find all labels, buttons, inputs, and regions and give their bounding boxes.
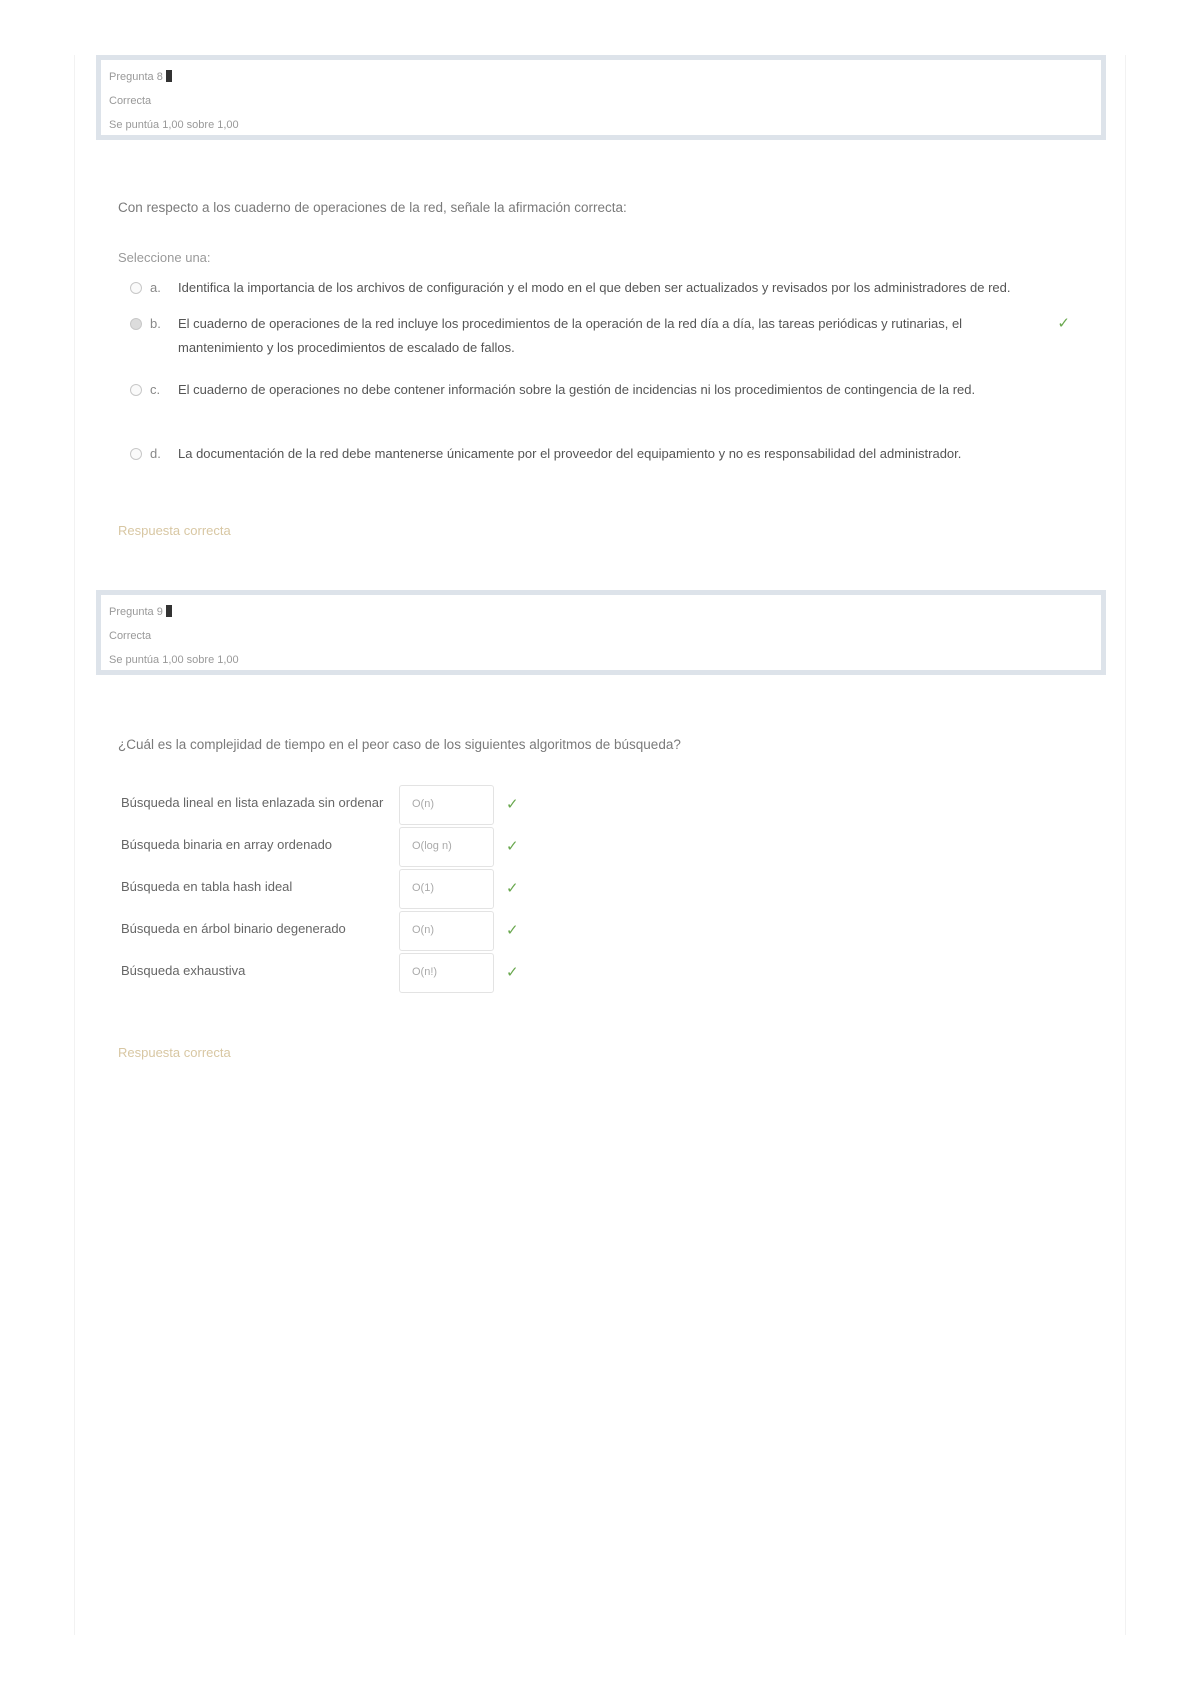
- flag-icon[interactable]: [166, 70, 172, 82]
- option-c[interactable]: [130, 378, 1070, 426]
- option-text: El cuaderno de operaciones no debe contener información sobre la gestión de incidencias ni los procedimientos de contingencia de la red.: [178, 382, 976, 397]
- question-title: Pregunta 8: [109, 71, 163, 83]
- radio-button[interactable]: [130, 384, 142, 396]
- match-row: [121, 827, 521, 869]
- match-row: [121, 911, 521, 953]
- question-info-box: [96, 55, 1106, 140]
- select-label: Seleccione una:: [118, 250, 211, 265]
- answer-select[interactable]: O(1): [399, 869, 494, 909]
- answer-select[interactable]: O(n!): [399, 953, 494, 993]
- match-label: Búsqueda exhaustiva: [121, 963, 246, 978]
- match-row: [121, 869, 521, 911]
- match-label: Búsqueda en árbol binario degenerado: [121, 921, 346, 936]
- option-text: Identifica la importancia de los archivos de configuración y el modo en el que deben ser actualizados y revisados por los administradores de red.: [178, 280, 1011, 295]
- match-label: Búsqueda binaria en array ordenado: [121, 837, 333, 852]
- question-text: ¿Cuál es la complejidad de tiempo en el peor caso de los siguientes algoritmos de búsqueda?: [118, 737, 681, 752]
- check-icon: ✓: [1057, 315, 1070, 332]
- option-text: El cuaderno de operaciones de la red incluye los procedimientos de la operación de la red día a día, las tareas periódicas y rutinarias, el mantenimiento y los procedimientos de escalado de fallos.: [178, 316, 963, 355]
- question-status: Correcta: [109, 630, 152, 642]
- option-text: La documentación de la red debe mantenerse únicamente por el proveedor del equipamiento y no es responsabilidad del administrador.: [178, 446, 962, 461]
- match-label: Búsqueda lineal en lista enlazada sin ordenar: [121, 795, 384, 810]
- option-d[interactable]: [130, 442, 1070, 466]
- flag-icon[interactable]: [166, 605, 172, 617]
- check-icon: ✓: [506, 838, 519, 855]
- check-icon: ✓: [506, 880, 519, 897]
- radio-button[interactable]: [130, 448, 142, 460]
- check-icon: ✓: [506, 964, 519, 981]
- match-row: [121, 953, 521, 995]
- option-letter: a.: [150, 280, 161, 295]
- answer-select[interactable]: O(n): [399, 785, 494, 825]
- option-b[interactable]: [130, 312, 1070, 360]
- option-letter: d.: [150, 446, 161, 461]
- answer-select[interactable]: O(log n): [399, 827, 494, 867]
- question-status: Correcta: [109, 95, 152, 107]
- question-info-box: [96, 590, 1106, 675]
- option-letter: b.: [150, 316, 161, 331]
- answer-select[interactable]: O(n): [399, 911, 494, 951]
- question-title: Pregunta 9: [109, 606, 163, 618]
- match-label: Búsqueda en tabla hash ideal: [121, 879, 293, 894]
- question-score: Se puntúa 1,00 sobre 1,00: [109, 654, 239, 666]
- option-a[interactable]: [130, 276, 1070, 300]
- check-icon: ✓: [506, 796, 519, 813]
- radio-button[interactable]: [130, 282, 142, 294]
- question-score: Se puntúa 1,00 sobre 1,00: [109, 119, 239, 131]
- match-row: [121, 785, 521, 827]
- check-icon: ✓: [506, 922, 519, 939]
- feedback-text: Respuesta correcta: [118, 523, 231, 538]
- radio-button-selected[interactable]: [130, 318, 142, 330]
- feedback-text: Respuesta correcta: [118, 1045, 231, 1060]
- question-text: Con respecto a los cuaderno de operaciones de la red, señale la afirmación correcta:: [118, 200, 627, 215]
- option-letter: c.: [150, 382, 161, 397]
